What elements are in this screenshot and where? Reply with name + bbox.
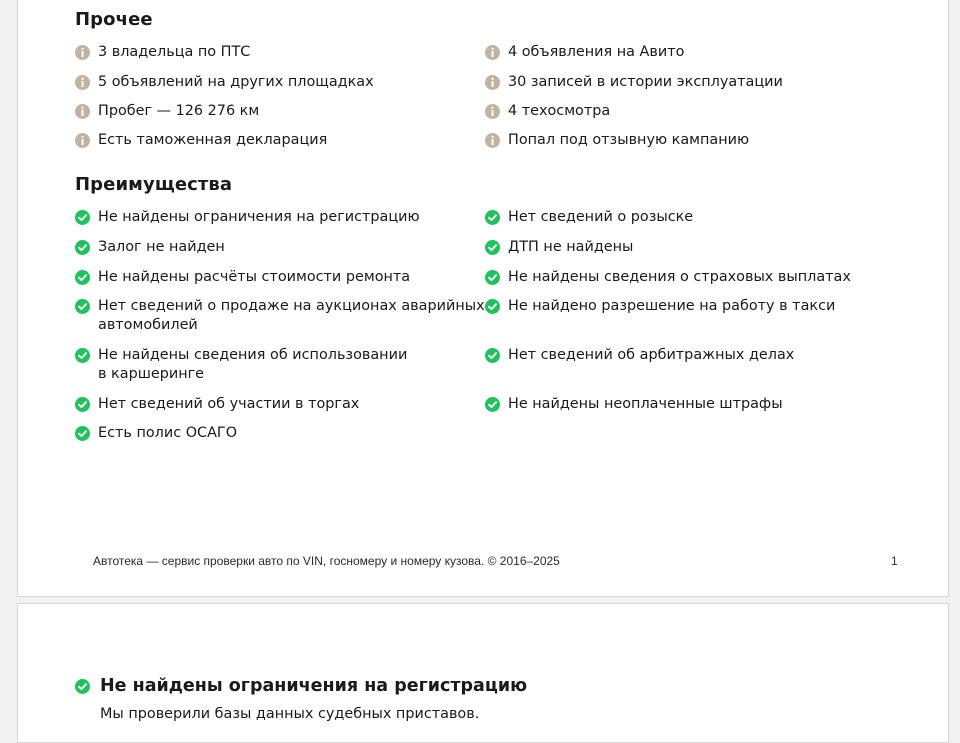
advantage-item-label: Залог не найден [98, 239, 225, 255]
advantage-item [485, 208, 693, 227]
check-icon [75, 299, 90, 314]
other-item-label: Есть таможенная декларация [98, 132, 328, 148]
info-icon [75, 133, 90, 148]
advantage-item [485, 346, 794, 365]
other-item-label: 5 объявлений на других площадках [98, 74, 374, 90]
advantage-item-line: Нет сведений о продаже на аукционах аварийных [98, 298, 485, 314]
advantage-item-label: Есть полис ОСАГО [98, 425, 238, 441]
advantage-item-label: Не найдены неоплаченные штрафы [508, 396, 783, 412]
advantage-item-label [98, 346, 407, 384]
advantage-item [75, 346, 407, 384]
detail-title: Не найдены ограничения на регистрацию [100, 676, 528, 696]
advantage-item-label [98, 297, 485, 335]
check-icon [75, 679, 90, 694]
other-item-label: 4 объявления на Авито [508, 44, 685, 60]
page-number: 1 [891, 554, 898, 568]
advantage-item-label: ДТП не найдены [508, 239, 634, 255]
advantage-item-line: в каршеринге [98, 366, 205, 382]
advantage-item [75, 208, 420, 227]
info-icon [75, 104, 90, 119]
advantage-item-label: Не найдено разрешение на работу в такси [508, 298, 836, 314]
other-item [75, 43, 250, 62]
advantage-item-line: автомобилей [98, 317, 198, 333]
advantage-item-label: Не найдены расчёты стоимости ремонта [98, 269, 411, 285]
advantage-item-line: Не найдены сведения об использовании [98, 347, 408, 363]
page-footer-text: Автотека — сервис проверки авто по VIN, госномеру и номеру кузова. © 2016–2025 [93, 554, 560, 568]
info-icon [485, 104, 500, 119]
advantage-item [485, 238, 633, 257]
advantage-item [485, 297, 835, 316]
check-icon [75, 397, 90, 412]
check-icon [485, 210, 500, 225]
other-item-label: 4 техосмотра [508, 103, 611, 119]
detail-heading [75, 676, 527, 696]
other-item-label: Попал под отзывную кампанию [508, 132, 750, 148]
other-item [485, 131, 749, 150]
advantage-item-label: Нет сведений об участии в торгах [98, 396, 360, 412]
check-icon [75, 240, 90, 255]
other-item [485, 102, 610, 121]
advantage-item [75, 395, 359, 414]
advantage-item [75, 238, 225, 257]
advantage-item [75, 424, 237, 443]
info-icon [485, 133, 500, 148]
other-item [485, 43, 684, 62]
check-icon [485, 299, 500, 314]
check-icon [485, 397, 500, 412]
other-item [75, 131, 327, 150]
advantage-item-label: Не найдены сведения о страховых выплатах [508, 269, 851, 285]
check-icon [75, 348, 90, 363]
advantage-item-label: Не найдены ограничения на регистрацию [98, 209, 420, 225]
report-page-1 [17, 0, 949, 597]
other-section-title: Прочее [75, 9, 153, 30]
other-item-label: 30 записей в истории эксплуатации [508, 74, 783, 90]
other-item-label: Пробег — 126 276 км [98, 103, 260, 119]
advantage-item [485, 395, 783, 414]
other-item [75, 102, 259, 121]
check-icon [485, 348, 500, 363]
check-icon [75, 426, 90, 441]
info-icon [485, 45, 500, 60]
advantage-item [75, 297, 485, 335]
detail-description: Мы проверили базы данных судебных приставов. [100, 706, 480, 722]
info-icon [75, 75, 90, 90]
info-icon [485, 75, 500, 90]
advantages-section-title: Преимущества [75, 174, 233, 195]
check-icon [75, 210, 90, 225]
other-item [485, 73, 783, 92]
advantage-item-label: Нет сведений о розыске [508, 209, 694, 225]
info-icon [75, 45, 90, 60]
check-icon [485, 240, 500, 255]
advantage-item [485, 268, 851, 287]
advantage-item [75, 268, 410, 287]
other-item-label: 3 владельца по ПТС [98, 44, 251, 60]
other-item [75, 73, 374, 92]
report-page-2 [17, 603, 949, 743]
advantage-item-label: Нет сведений об арбитражных делах [508, 347, 795, 363]
check-icon [75, 270, 90, 285]
check-icon [485, 270, 500, 285]
